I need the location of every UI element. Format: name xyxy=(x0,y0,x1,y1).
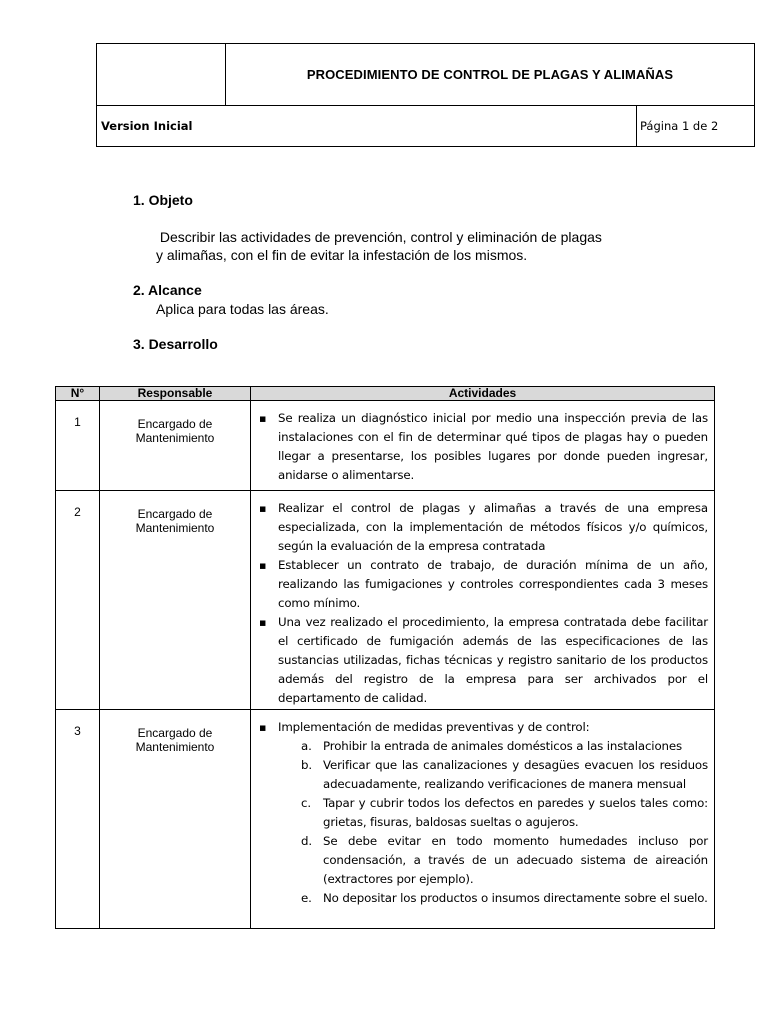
activity-bullet: ▪ Una vez realizado el procedimiento, la empresa contratada debe facilitar el certificado de fumigación además de las especificaciones de las sustancias utilizadas, fichas técnicas y registro sanitario de los productos además del registro de la empresa para ser archivados por el departamento de calidad. xyxy=(257,613,708,708)
subitem-marker: e. xyxy=(301,891,312,905)
subitem-marker: a. xyxy=(301,739,312,753)
responsable-line2: Mantenimiento xyxy=(135,740,215,754)
page-number: Página 1 de 2 xyxy=(636,106,754,146)
responsable-line1: Encargado de xyxy=(137,417,213,431)
subitem-marker: b. xyxy=(301,758,312,772)
row-number: 3 xyxy=(56,710,100,929)
row-number: 2 xyxy=(56,491,100,710)
logo-cell xyxy=(97,44,226,105)
activity-bullet: ▪ Establecer un contrato de trabajo, de duración mínima de un año, realizando las fumigaciones y controles correspondientes cada 3 meses como mínimo. xyxy=(257,556,708,613)
section-objeto-title: 1. Objeto xyxy=(133,192,193,208)
row-activities xyxy=(251,491,715,710)
row-responsable xyxy=(100,401,251,491)
subitem-text: Verificar que las canalizaciones y desagües evacuen los residuos adecuadamente, realizando verificaciones de manera mensual xyxy=(323,758,708,791)
activity-bullet: ▪ Realizar el control de plagas y alimañas a través de una empresa especializada, con la implementación de métodos físicos y/o químicos, según la evaluación de la empresa contratada xyxy=(257,499,708,556)
subitem-marker: c. xyxy=(301,796,311,810)
row-responsable xyxy=(100,710,251,929)
activities-table xyxy=(55,386,715,929)
activity-subitem xyxy=(257,889,708,908)
activity-subitem xyxy=(257,832,708,889)
column-header-num: N° xyxy=(56,387,100,401)
column-header-responsable: Responsable xyxy=(100,387,251,401)
activity-bullet: ▪ Se realiza un diagnóstico inicial por medio una inspección previa de las instalaciones con el fin de determinar qué tipos de plagas hay o pueden llegar a presentarse, los posibles lugares por donde pueden ingresar, anidarse o alimentarse. xyxy=(257,409,708,485)
document-header xyxy=(96,43,755,147)
row-activities xyxy=(251,401,715,491)
row-activities xyxy=(251,710,715,929)
table-row xyxy=(56,710,715,929)
subitem-text: No depositar los productos o insumos directamente sobre el suelo. xyxy=(323,891,708,905)
responsable-line1: Encargado de xyxy=(137,726,213,740)
subitem-text: Prohibir la entrada de animales domésticos a las instalaciones xyxy=(323,739,682,753)
responsable-line2: Mantenimiento xyxy=(135,431,215,445)
table-header-row xyxy=(56,387,715,401)
activity-subitem xyxy=(257,756,708,794)
activity-bullet: ▪ Implementación de medidas preventivas y de control: xyxy=(257,718,708,737)
header-bottom-row xyxy=(97,106,754,146)
responsable-line2: Mantenimiento xyxy=(135,521,215,535)
responsable-line1: Encargado de xyxy=(137,507,213,521)
subitem-marker: d. xyxy=(301,834,312,848)
section-alcance-text: Aplica para todas las áreas. xyxy=(156,301,329,317)
column-header-actividades: Actividades xyxy=(251,387,715,401)
section-desarrollo-title: 3. Desarrollo xyxy=(133,336,218,352)
document-title: PROCEDIMIENTO DE CONTROL DE PLAGAS Y ALIMAÑAS xyxy=(306,67,674,82)
activity-subitem xyxy=(257,794,708,832)
section-alcance-title: 2. Alcance xyxy=(133,282,202,298)
table-row xyxy=(56,401,715,491)
row-responsable xyxy=(100,491,251,710)
section-objeto-line2: y alimañas, con el fin de evitar la infestación de los mismos. xyxy=(156,247,528,263)
subitem-text: Se debe evitar en todo momento humedades incluso por condensación, a través de un adecuado sistema de aireación (extractores por ejemplo). xyxy=(323,834,708,886)
table-row xyxy=(56,491,715,710)
row-number: 1 xyxy=(56,401,100,491)
activity-subitem xyxy=(257,737,708,756)
header-top-row xyxy=(97,44,754,106)
version-label: Version Inicial xyxy=(101,119,193,133)
subitem-text: Tapar y cubrir todos los defectos en paredes y suelos tales como: grietas, fisuras, baldosas sueltas o agujeros. xyxy=(323,796,708,829)
section-objeto-line1: Describir las actividades de prevención, control y eliminación de plagas xyxy=(156,229,602,245)
